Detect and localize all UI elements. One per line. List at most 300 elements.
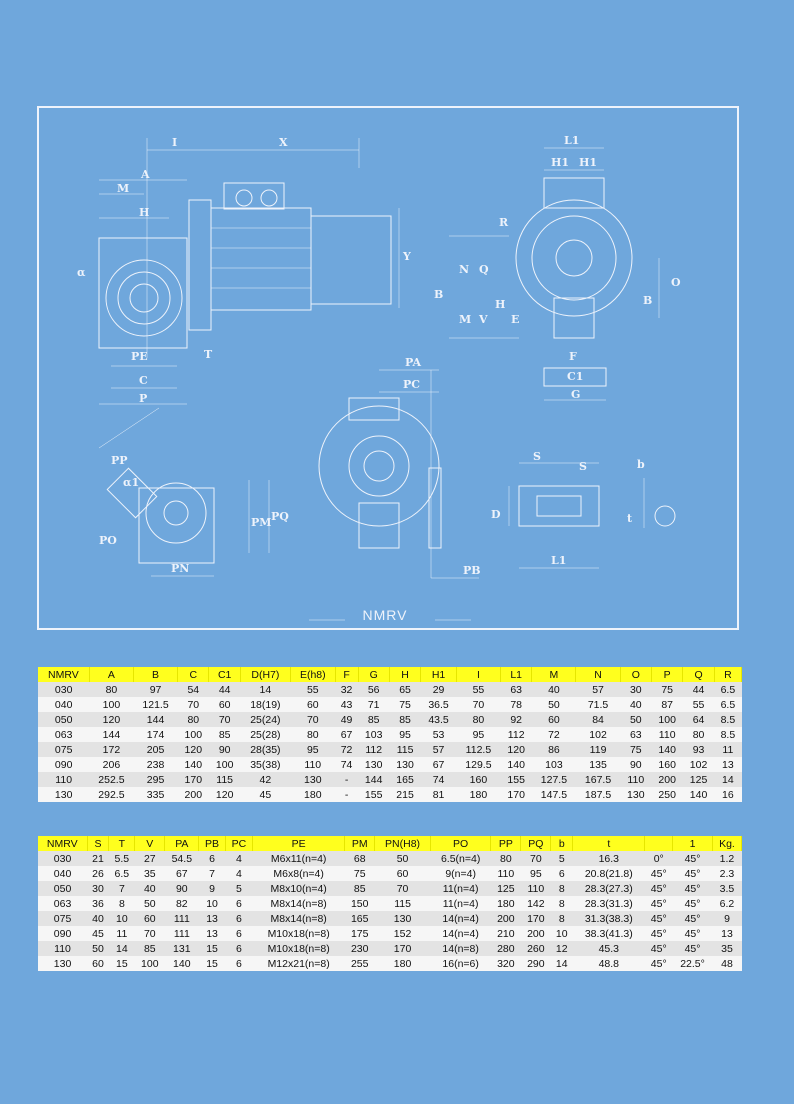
table-cell: 14(n=8) — [430, 941, 490, 956]
table-cell: M10x18(n=8) — [253, 926, 345, 941]
table-cell: 85 — [358, 712, 389, 727]
column-header: E(h8) — [290, 667, 335, 682]
table-cell: 115 — [375, 896, 431, 911]
column-header: S — [87, 836, 109, 851]
table-cell: 40 — [620, 697, 651, 712]
table-cell: 45° — [673, 941, 713, 956]
svg-text:PP: PP — [111, 454, 128, 467]
table-cell: 45° — [673, 911, 713, 926]
table-cell: 090 — [38, 926, 87, 941]
table-cell: 56 — [358, 682, 389, 697]
table-cell: 45° — [645, 941, 673, 956]
table-cell: 180 — [491, 896, 521, 911]
table-cell: 130 — [389, 757, 420, 772]
table-row — [38, 941, 742, 956]
table-cell: 8 — [109, 896, 135, 911]
svg-text:b: b — [637, 458, 645, 471]
table-cell: 70 — [521, 851, 551, 866]
table-cell: 71.5 — [576, 697, 620, 712]
table-row — [38, 851, 742, 866]
table-cell: 29 — [421, 682, 457, 697]
table-cell: 45° — [673, 866, 713, 881]
table-cell: 129.5 — [456, 757, 500, 772]
table-cell: 147.5 — [532, 787, 576, 802]
table-cell: 200 — [178, 787, 209, 802]
table-cell: 45° — [673, 896, 713, 911]
table-cell: 100 — [651, 712, 682, 727]
table-cell: 28(35) — [240, 742, 290, 757]
table-cell: 187.5 — [576, 787, 620, 802]
table-cell: 45 — [240, 787, 290, 802]
table-cell: 230 — [345, 941, 375, 956]
table-cell: 48.8 — [573, 956, 645, 971]
view-shaft-detail — [491, 450, 675, 568]
table-cell: 6.5(n=4) — [430, 851, 490, 866]
table-cell: 26 — [87, 866, 109, 881]
svg-text:PE: PE — [131, 350, 148, 363]
table-cell: 155 — [500, 772, 531, 787]
table-cell: 70 — [178, 697, 209, 712]
table-cell: 125 — [683, 772, 714, 787]
svg-text:F: F — [569, 350, 577, 363]
table-cell: 144 — [89, 727, 133, 742]
table-cell: 82 — [165, 896, 199, 911]
table-cell: 180 — [375, 956, 431, 971]
table-row — [38, 682, 742, 697]
svg-text:PM: PM — [251, 516, 272, 529]
table-cell: 6 — [551, 866, 573, 881]
table-cell: 80 — [491, 851, 521, 866]
svg-text:R: R — [499, 216, 509, 229]
table-cell: 040 — [38, 697, 89, 712]
svg-text:V: V — [479, 313, 488, 326]
table-cell: 170 — [521, 911, 551, 926]
table-cell: - — [335, 787, 358, 802]
svg-text:P: P — [139, 392, 148, 405]
table-cell: 20.8(21.8) — [573, 866, 645, 881]
table-cell: 45° — [673, 851, 713, 866]
table-cell: 30 — [620, 682, 651, 697]
table-cell: 121.5 — [133, 697, 177, 712]
table-cell: 45° — [673, 881, 713, 896]
column-header: O — [620, 667, 651, 682]
table-cell: 45.3 — [573, 941, 645, 956]
table-cell: 100 — [178, 727, 209, 742]
table-cell: 6.5 — [714, 697, 741, 712]
table-cell: 90 — [209, 742, 240, 757]
table-cell: 111 — [165, 926, 199, 941]
table-cell: 80 — [683, 727, 714, 742]
svg-text:S: S — [533, 450, 541, 463]
svg-text:E: E — [511, 313, 520, 326]
table-cell: 110 — [491, 866, 521, 881]
svg-text:PB: PB — [463, 564, 481, 577]
table-cell: 103 — [532, 757, 576, 772]
table-cell: 67 — [335, 727, 358, 742]
column-header: NMRV — [38, 836, 87, 851]
table-cell: 50 — [620, 712, 651, 727]
svg-text:t: t — [627, 512, 633, 525]
table-cell: 13 — [199, 911, 225, 926]
table-cell: 67 — [165, 866, 199, 881]
table-cell: 50 — [375, 851, 431, 866]
dimensions-table — [38, 667, 742, 802]
table-row — [38, 772, 742, 787]
table-cell: - — [335, 772, 358, 787]
table-cell: 075 — [38, 911, 87, 926]
svg-text:C: C — [139, 374, 148, 387]
table-row — [38, 697, 742, 712]
table-cell: 11(n=4) — [430, 896, 490, 911]
column-header: PQ — [521, 836, 551, 851]
table-cell: 36 — [87, 896, 109, 911]
svg-text:G: G — [571, 388, 581, 401]
table-cell: 28.3(31.3) — [573, 896, 645, 911]
svg-text:T: T — [204, 348, 213, 361]
table-cell: 4 — [225, 866, 252, 881]
drawing-caption: NMRV — [362, 607, 408, 623]
table-cell: 80 — [290, 727, 335, 742]
table-cell: 9(n=4) — [430, 866, 490, 881]
table-cell: 64 — [683, 712, 714, 727]
table-cell: 80 — [89, 682, 133, 697]
table-cell: 100 — [209, 757, 240, 772]
table-cell: 15 — [109, 956, 135, 971]
svg-text:M: M — [459, 313, 472, 326]
table-cell: 45° — [645, 866, 673, 881]
table-cell: 144 — [358, 772, 389, 787]
svg-text:PN: PN — [171, 562, 190, 575]
table-cell: 57 — [576, 682, 620, 697]
table-cell: 112.5 — [456, 742, 500, 757]
table-cell: 142 — [521, 896, 551, 911]
table-cell: 44 — [683, 682, 714, 697]
svg-text:S: S — [579, 460, 587, 473]
table-cell: 60 — [532, 712, 576, 727]
table-cell: 130 — [290, 772, 335, 787]
table-cell: 60 — [87, 956, 109, 971]
column-header: PN(H8) — [375, 836, 431, 851]
table-cell: 40 — [532, 682, 576, 697]
table-cell: 8 — [551, 881, 573, 896]
table-cell: 15 — [199, 956, 225, 971]
column-header: L1 — [500, 667, 531, 682]
table-cell: 75 — [389, 697, 420, 712]
table-cell: M10x18(n=8) — [253, 941, 345, 956]
table-row — [38, 866, 742, 881]
table-cell: 72 — [532, 727, 576, 742]
table-cell: 50 — [135, 896, 165, 911]
table-cell: 57 — [421, 742, 457, 757]
table-cell: 112 — [500, 727, 531, 742]
table-cell: 16 — [714, 787, 741, 802]
table-cell: 295 — [133, 772, 177, 787]
table-cell: 70 — [135, 926, 165, 941]
table-cell: 45° — [645, 896, 673, 911]
table-cell: 103 — [358, 727, 389, 742]
column-header: M — [532, 667, 576, 682]
table-cell: 215 — [389, 787, 420, 802]
table-cell: 4 — [225, 851, 252, 866]
column-header: PA — [165, 836, 199, 851]
view-gearbox-front — [434, 134, 681, 401]
table-cell: 11 — [109, 926, 135, 941]
table-cell: 30 — [87, 881, 109, 896]
column-header: PC — [225, 836, 252, 851]
table-cell: 32 — [335, 682, 358, 697]
svg-text:H1: H1 — [551, 156, 570, 169]
table-cell: M8x14(n=8) — [253, 911, 345, 926]
svg-text:PA: PA — [405, 356, 422, 369]
table-cell: 165 — [345, 911, 375, 926]
svg-text:B: B — [643, 294, 653, 307]
table-cell: 85 — [389, 712, 420, 727]
view-gearbox-motor — [77, 136, 411, 405]
table-cell: 115 — [389, 742, 420, 757]
table-cell: 1.2 — [712, 851, 741, 866]
table-cell: 152 — [375, 926, 431, 941]
table-cell: 200 — [491, 911, 521, 926]
table-row — [38, 787, 742, 802]
table-cell: 45 — [87, 926, 109, 941]
table-cell: 14 — [551, 956, 573, 971]
table-cell: 80 — [456, 712, 500, 727]
table-cell: 18(19) — [240, 697, 290, 712]
table-cell: 74 — [335, 757, 358, 772]
table-cell: 22.5° — [673, 956, 713, 971]
column-header: 1 — [673, 836, 713, 851]
column-header: P — [651, 667, 682, 682]
table-cell: 60 — [209, 697, 240, 712]
table-cell: 6 — [225, 911, 252, 926]
svg-text:M: M — [117, 182, 130, 195]
table-cell: 140 — [683, 787, 714, 802]
table-cell: 120 — [500, 742, 531, 757]
table-cell: 86 — [532, 742, 576, 757]
table-row — [38, 911, 742, 926]
column-header: N — [576, 667, 620, 682]
table-cell: 6.2 — [712, 896, 741, 911]
svg-text:H1: H1 — [579, 156, 598, 169]
table-cell: 43 — [335, 697, 358, 712]
table-cell: 320 — [491, 956, 521, 971]
table-cell: 95 — [456, 727, 500, 742]
table-cell: 063 — [38, 727, 89, 742]
svg-text:PQ: PQ — [271, 510, 289, 523]
table-cell: 030 — [38, 851, 87, 866]
svg-text:D: D — [491, 508, 501, 521]
column-header: Q — [683, 667, 714, 682]
table-cell: 74 — [421, 772, 457, 787]
table-cell: 45° — [645, 911, 673, 926]
table-cell: 84 — [576, 712, 620, 727]
table-cell: 252.5 — [89, 772, 133, 787]
table-cell: 115 — [209, 772, 240, 787]
table-cell: 120 — [209, 787, 240, 802]
table-cell: 75 — [651, 682, 682, 697]
table-cell: 110 — [290, 757, 335, 772]
table-cell: 9 — [712, 911, 741, 926]
table-cell: 100 — [89, 697, 133, 712]
table-cell: 140 — [178, 757, 209, 772]
table-cell: 140 — [165, 956, 199, 971]
table-cell: 11 — [714, 742, 741, 757]
column-header: PB — [199, 836, 225, 851]
svg-text:X: X — [279, 136, 288, 149]
table-cell: 112 — [358, 742, 389, 757]
svg-text:H: H — [139, 206, 150, 219]
table-cell: 25(28) — [240, 727, 290, 742]
table-cell: 54.5 — [165, 851, 199, 866]
table-cell: 31.3(38.3) — [573, 911, 645, 926]
table-row — [38, 926, 742, 941]
table-cell: 110 — [620, 772, 651, 787]
table-cell: 14 — [240, 682, 290, 697]
table-cell: 95 — [290, 742, 335, 757]
table-cell: 280 — [491, 941, 521, 956]
table-cell: 119 — [576, 742, 620, 757]
table-cell: 6 — [225, 896, 252, 911]
table-cell: 206 — [89, 757, 133, 772]
table-cell: 6.5 — [109, 866, 135, 881]
table-cell: 25(24) — [240, 712, 290, 727]
view-flange — [99, 408, 289, 576]
table-cell: 70 — [456, 697, 500, 712]
table-cell: 167.5 — [576, 772, 620, 787]
svg-text:α: α — [77, 266, 86, 279]
table-cell: 180 — [290, 787, 335, 802]
table-cell: 6 — [199, 851, 225, 866]
table-cell: 75 — [620, 742, 651, 757]
column-header: PO — [430, 836, 490, 851]
table-cell: 102 — [683, 757, 714, 772]
table-cell: 95 — [521, 866, 551, 881]
table-cell: 7 — [199, 866, 225, 881]
table-cell: 44 — [209, 682, 240, 697]
table-cell: 48 — [712, 956, 741, 971]
table-cell: 150 — [345, 896, 375, 911]
table-cell: 110 — [38, 941, 87, 956]
table-cell: 131 — [165, 941, 199, 956]
column-header — [645, 836, 673, 851]
table-cell: 165 — [389, 772, 420, 787]
table-cell: 14 — [714, 772, 741, 787]
table-cell: 10 — [199, 896, 225, 911]
svg-text:C1: C1 — [567, 370, 584, 383]
svg-text:B: B — [434, 288, 444, 301]
table-cell: 120 — [178, 742, 209, 757]
table-cell: 55 — [290, 682, 335, 697]
table-cell: 67 — [421, 757, 457, 772]
table-cell: 130 — [620, 787, 651, 802]
table-row — [38, 742, 742, 757]
table-cell: 6 — [225, 956, 252, 971]
column-header: I — [456, 667, 500, 682]
table-cell: 45° — [645, 956, 673, 971]
svg-text:Q: Q — [479, 263, 489, 276]
table-cell: 93 — [683, 742, 714, 757]
column-header: D(H7) — [240, 667, 290, 682]
table-cell: 95 — [389, 727, 420, 742]
table-cell: 210 — [491, 926, 521, 941]
technical-drawing — [39, 108, 741, 632]
table-cell: 55 — [683, 697, 714, 712]
table-cell: 78 — [500, 697, 531, 712]
table-cell: M6x11(n=4) — [253, 851, 345, 866]
table-cell: 10 — [551, 926, 573, 941]
drawing-frame — [37, 106, 739, 630]
column-header: Kg. — [712, 836, 741, 851]
view-gearbox-flange — [319, 356, 481, 578]
table-cell: 14 — [109, 941, 135, 956]
table-cell: 40 — [135, 881, 165, 896]
table-cell: 030 — [38, 682, 89, 697]
table-cell: 120 — [89, 712, 133, 727]
column-header: PM — [345, 836, 375, 851]
table-cell: M8x10(n=4) — [253, 881, 345, 896]
table-cell: 75 — [345, 866, 375, 881]
table-cell: 175 — [345, 926, 375, 941]
table-cell: 15 — [199, 941, 225, 956]
table-cell: 111 — [165, 911, 199, 926]
column-header: H — [389, 667, 420, 682]
table-cell: 72 — [335, 742, 358, 757]
table-cell: 075 — [38, 742, 89, 757]
column-header: H1 — [421, 667, 457, 682]
table-cell: 130 — [38, 787, 89, 802]
svg-text:L1: L1 — [564, 134, 580, 147]
svg-text:PC: PC — [403, 378, 421, 391]
table-cell: 13 — [714, 757, 741, 772]
table-cell: 170 — [375, 941, 431, 956]
table-cell: 160 — [651, 757, 682, 772]
table-cell: 50 — [532, 697, 576, 712]
table-cell: 160 — [456, 772, 500, 787]
table-cell: 5 — [551, 851, 573, 866]
column-header: B — [133, 667, 177, 682]
table-cell: 71 — [358, 697, 389, 712]
table-cell: 27 — [135, 851, 165, 866]
svg-text:L1: L1 — [551, 554, 567, 567]
table-cell: 13 — [199, 926, 225, 941]
table-cell: 250 — [651, 787, 682, 802]
table-cell: 14(n=4) — [430, 911, 490, 926]
table-cell: 14(n=4) — [430, 926, 490, 941]
table-cell: 38.3(41.3) — [573, 926, 645, 941]
table-cell: 090 — [38, 757, 89, 772]
table-cell: 172 — [89, 742, 133, 757]
table-cell: 68 — [345, 851, 375, 866]
table-cell: 9 — [199, 881, 225, 896]
table-cell: 70 — [209, 712, 240, 727]
table-cell: 12 — [551, 941, 573, 956]
table-cell: M12x21(n=8) — [253, 956, 345, 971]
table-cell: 110 — [38, 772, 89, 787]
table-cell: 80 — [178, 712, 209, 727]
table-cell: 200 — [651, 772, 682, 787]
table-cell: 5 — [225, 881, 252, 896]
table-cell: 36.5 — [421, 697, 457, 712]
table-cell: 85 — [345, 881, 375, 896]
table-cell: 90 — [620, 757, 651, 772]
table-cell: 40 — [87, 911, 109, 926]
table-cell: 85 — [209, 727, 240, 742]
column-header: C1 — [209, 667, 240, 682]
table-cell: 238 — [133, 757, 177, 772]
table-cell: 35(38) — [240, 757, 290, 772]
table-cell: 3.5 — [712, 881, 741, 896]
table-cell: 100 — [135, 956, 165, 971]
